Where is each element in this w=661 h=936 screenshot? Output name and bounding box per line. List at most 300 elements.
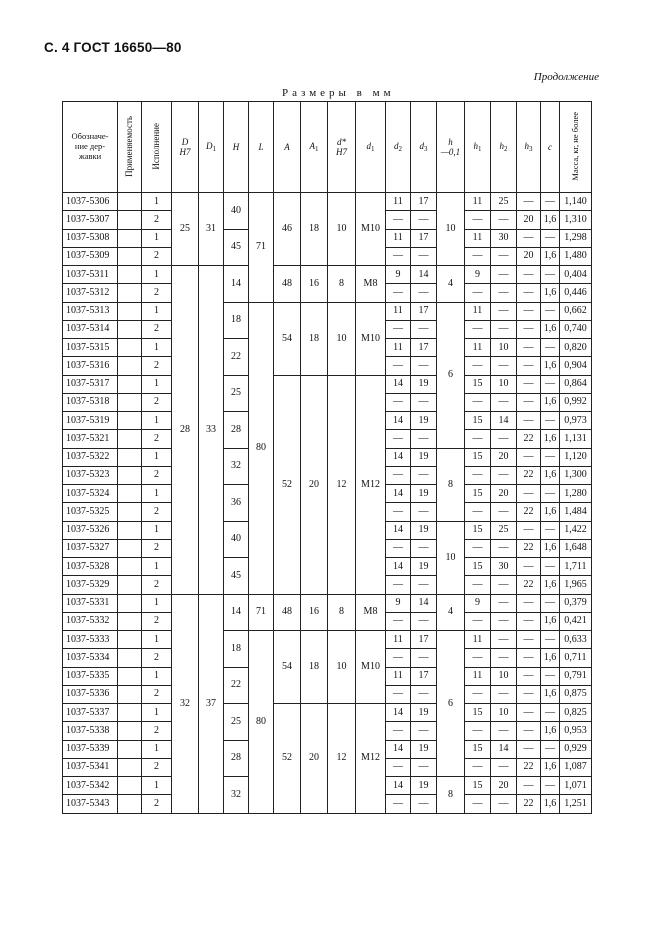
cell-A1: 16 [301,266,328,303]
cell-mass: 0,446 [560,284,592,302]
cell-h3: 22 [517,430,541,448]
cell-mass: 0,421 [560,612,592,630]
cell-h3: — [517,521,541,539]
cell-d3: — [411,539,437,557]
cell-designation: 1037-5336 [63,685,118,703]
cell-h: 8 [437,777,465,814]
cell-version: 1 [142,193,172,211]
col-L: L [249,102,274,193]
cell-c: — [541,339,560,357]
cell-d3: 17 [411,667,437,685]
col-mass: Масса, кг, не более [560,102,592,193]
cell-d3: — [411,466,437,484]
cell-c: 1,6 [541,466,560,484]
cell-version: 1 [142,521,172,539]
cell-H: 22 [224,667,249,704]
cell-h2: — [491,649,517,667]
cell-h: 10 [437,521,465,594]
col-A: A [274,102,301,193]
cell-d2: — [386,503,411,521]
cell-c: — [541,229,560,247]
cell-designation: 1037-5342 [63,777,118,795]
cell-h1: — [465,649,491,667]
cell-L: 80 [249,631,274,814]
cell-applicability [118,558,142,576]
cell-h1: 15 [465,740,491,758]
cell-h3: — [517,704,541,722]
cell-d3: — [411,430,437,448]
cell-A: 54 [274,631,301,704]
cell-designation: 1037-5313 [63,302,118,320]
cell-h3: 22 [517,466,541,484]
table-row [63,704,592,722]
cell-h: 4 [437,266,465,303]
cell-c: 1,6 [541,320,560,338]
cell-H: 25 [224,375,249,412]
cell-D1: 31 [199,193,224,266]
cell-d2: 14 [386,412,411,430]
cell-c: — [541,302,560,320]
cell-d3: — [411,284,437,302]
cell-H: 18 [224,302,249,339]
cell-version: 1 [142,485,172,503]
cell-d1: M10 [356,193,386,266]
cell-h1: 11 [465,339,491,357]
cell-h3: — [517,284,541,302]
cell-h3: — [517,193,541,211]
cell-designation: 1037-5312 [63,284,118,302]
col-h2: $h_2$ [491,102,517,193]
cell-applicability [118,704,142,722]
table-row [63,302,592,320]
cell-designation: 1037-5324 [63,485,118,503]
cell-d2: 14 [386,521,411,539]
cell-h1: — [465,357,491,375]
cell-c: — [541,448,560,466]
cell-mass: 0,929 [560,740,592,758]
cell-version: 2 [142,612,172,630]
cell-d3: 19 [411,412,437,430]
cell-version: 2 [142,795,172,813]
cell-H: 32 [224,448,249,485]
cell-designation: 1037-5306 [63,193,118,211]
cell-mass: 0,740 [560,320,592,338]
cell-d2: 14 [386,704,411,722]
cell-h2: 30 [491,229,517,247]
cell-h: 4 [437,594,465,631]
cell-A: 48 [274,266,301,303]
cell-h2: — [491,302,517,320]
cell-mass: 0,662 [560,302,592,320]
cell-L: 71 [249,193,274,303]
col-d2: $d_2$ [386,102,411,193]
cell-d3: 19 [411,521,437,539]
cell-applicability [118,758,142,776]
cell-c: — [541,631,560,649]
cell-H: 25 [224,704,249,741]
cell-version: 1 [142,558,172,576]
cell-h3: 20 [517,211,541,229]
cell-c: — [541,777,560,795]
table-row [63,375,592,393]
cell-mass: 1,131 [560,430,592,448]
col-D1: $D_1$ [199,102,224,193]
cell-version: 1 [142,777,172,795]
cell-c: 1,6 [541,357,560,375]
cell-applicability [118,685,142,703]
cell-d3: — [411,758,437,776]
cell-d1: M8 [356,266,386,303]
cell-D: 25 [172,193,199,266]
cell-h2: — [491,539,517,557]
cell-d3: — [411,612,437,630]
cell-d1: M12 [356,375,386,594]
cell-c: — [541,375,560,393]
cell-designation: 1037-5319 [63,412,118,430]
table-row [63,266,592,284]
cell-d2: 11 [386,193,411,211]
cell-applicability [118,521,142,539]
cell-c: 1,6 [541,211,560,229]
cell-h1: — [465,503,491,521]
cell-H: 28 [224,740,249,777]
cell-h2: — [491,795,517,813]
cell-version: 2 [142,685,172,703]
cell-h1: — [465,612,491,630]
cell-d: 8 [328,594,356,631]
cell-d2: — [386,466,411,484]
cell-h1: 11 [465,667,491,685]
cell-A1: 16 [301,594,328,631]
cell-version: 2 [142,320,172,338]
cell-designation: 1037-5338 [63,722,118,740]
table-body [63,193,592,814]
cell-mass: 0,791 [560,667,592,685]
cell-h2: — [491,685,517,703]
cell-d3: 19 [411,777,437,795]
cell-D1: 37 [199,594,224,813]
cell-h1: — [465,539,491,557]
cell-designation: 1037-5315 [63,339,118,357]
cell-h3: — [517,229,541,247]
cell-mass: 1,140 [560,193,592,211]
cell-mass: 1,310 [560,211,592,229]
cell-h2: — [491,393,517,411]
cell-h1: 9 [465,594,491,612]
cell-designation: 1037-5317 [63,375,118,393]
cell-h3: — [517,558,541,576]
cell-d2: — [386,247,411,265]
cell-h1: — [465,284,491,302]
cell-d1: M10 [356,302,386,375]
cell-mass: 1,648 [560,539,592,557]
cell-mass: 1,298 [560,229,592,247]
cell-version: 1 [142,302,172,320]
cell-d: 10 [328,193,356,266]
cell-d2: — [386,320,411,338]
cell-L: 80 [249,302,274,594]
cell-d3: 17 [411,302,437,320]
cell-d3: 19 [411,485,437,503]
cell-designation: 1037-5311 [63,266,118,284]
cell-h2: — [491,211,517,229]
cell-h1: 15 [465,485,491,503]
cell-h1: — [465,430,491,448]
cell-c: — [541,667,560,685]
cell-applicability [118,649,142,667]
cell-mass: 0,379 [560,594,592,612]
cell-h3: 20 [517,247,541,265]
cell-d2: — [386,722,411,740]
cell-designation: 1037-5332 [63,612,118,630]
cell-d3: 17 [411,631,437,649]
cell-c: — [541,740,560,758]
cell-applicability [118,193,142,211]
cell-h3: — [517,393,541,411]
cell-d3: — [411,320,437,338]
cell-d2: 14 [386,558,411,576]
cell-d2: 14 [386,448,411,466]
cell-h2: 20 [491,485,517,503]
cell-designation: 1037-5326 [63,521,118,539]
col-d3: $d_3$ [411,102,437,193]
cell-version: 1 [142,448,172,466]
cell-version: 2 [142,284,172,302]
cell-h1: 15 [465,777,491,795]
cell-version: 1 [142,594,172,612]
cell-d2: — [386,649,411,667]
cell-applicability [118,740,142,758]
cell-h3: — [517,631,541,649]
cell-d2: 11 [386,302,411,320]
cell-d3: — [411,247,437,265]
table-row [63,193,592,211]
cell-d2: — [386,430,411,448]
cell-applicability [118,612,142,630]
cell-c: 1,6 [541,284,560,302]
cell-h1: 15 [465,375,491,393]
cell-D: 32 [172,594,199,813]
cell-H: 40 [224,193,249,230]
cell-applicability [118,576,142,594]
cell-d2: — [386,284,411,302]
cell-mass: 1,087 [560,758,592,776]
cell-h3: 22 [517,758,541,776]
cell-d: 10 [328,302,356,375]
cell-h2: 25 [491,193,517,211]
cell-H: 28 [224,412,249,449]
cell-version: 2 [142,576,172,594]
cell-designation: 1037-5339 [63,740,118,758]
cell-h3: 22 [517,795,541,813]
cell-h2: — [491,722,517,740]
cell-h1: — [465,320,491,338]
cell-d2: — [386,357,411,375]
cell-d2: — [386,612,411,630]
cell-applicability [118,412,142,430]
cell-mass: 0,992 [560,393,592,411]
cell-d3: 19 [411,740,437,758]
cell-applicability [118,631,142,649]
cell-d3: — [411,795,437,813]
cell-c: 1,6 [541,539,560,557]
cell-H: 45 [224,558,249,595]
cell-designation: 1037-5321 [63,430,118,448]
cell-A1: 18 [301,302,328,375]
cell-d2: — [386,576,411,594]
cell-D1: 33 [199,266,224,595]
table-row [63,594,592,612]
dimensions-caption: Размеры в мм [282,87,395,99]
cell-designation: 1037-5307 [63,211,118,229]
col-h: h —0,1 [437,102,465,193]
cell-A1: 18 [301,193,328,266]
cell-mass: 1,120 [560,448,592,466]
cell-h1: 9 [465,266,491,284]
col-A1: $A_1$ [301,102,328,193]
cell-version: 1 [142,339,172,357]
cell-mass: 0,875 [560,685,592,703]
cell-h3: — [517,412,541,430]
cell-d3: 14 [411,266,437,284]
cell-designation: 1037-5318 [63,393,118,411]
cell-applicability [118,795,142,813]
cell-version: 2 [142,357,172,375]
cell-d3: — [411,503,437,521]
col-c: c [541,102,560,193]
cell-applicability [118,777,142,795]
cell-H: 32 [224,777,249,814]
cell-h3: — [517,302,541,320]
continuation-label: Продолжение [533,71,599,83]
cell-designation: 1037-5333 [63,631,118,649]
cell-h3: — [517,485,541,503]
cell-d2: — [386,685,411,703]
cell-mass: 0,404 [560,266,592,284]
cell-d3: 14 [411,594,437,612]
cell-h3: — [517,375,541,393]
page-header: С. 4 ГОСТ 16650—80 [44,40,182,55]
cell-h3: — [517,448,541,466]
cell-d2: 11 [386,631,411,649]
cell-h2: — [491,503,517,521]
cell-h3: — [517,685,541,703]
cell-h1: 15 [465,412,491,430]
cell-d: 8 [328,266,356,303]
cell-H: 36 [224,485,249,522]
cell-c: — [541,485,560,503]
cell-version: 2 [142,211,172,229]
col-H: H [224,102,249,193]
cell-version: 2 [142,393,172,411]
cell-d2: — [386,393,411,411]
cell-designation: 1037-5308 [63,229,118,247]
cell-d3: — [411,649,437,667]
cell-designation: 1037-5329 [63,576,118,594]
cell-h2: — [491,247,517,265]
cell-A: 52 [274,375,301,594]
cell-c: 1,6 [541,649,560,667]
cell-A1: 20 [301,375,328,594]
cell-A: 46 [274,193,301,266]
cell-h2: 10 [491,375,517,393]
cell-mass: 0,953 [560,722,592,740]
cell-version: 2 [142,466,172,484]
cell-h3: 22 [517,539,541,557]
cell-applicability [118,539,142,557]
cell-h1: — [465,576,491,594]
cell-applicability [118,667,142,685]
cell-c: 1,6 [541,430,560,448]
col-designation: Обозначе- ние дер- жавки [63,102,118,193]
cell-version: 2 [142,503,172,521]
cell-h1: — [465,247,491,265]
cell-d3: — [411,685,437,703]
cell-version: 1 [142,631,172,649]
cell-d2: 14 [386,740,411,758]
cell-c: 1,6 [541,503,560,521]
cell-A1: 20 [301,704,328,814]
cell-h2: — [491,320,517,338]
cell-designation: 1037-5341 [63,758,118,776]
cell-applicability [118,266,142,284]
cell-d2: 11 [386,229,411,247]
cell-d3: 17 [411,339,437,357]
cell-applicability [118,211,142,229]
cell-d2: 11 [386,667,411,685]
cell-h1: — [465,795,491,813]
dimensions-table [62,101,592,814]
cell-H: 14 [224,594,249,631]
cell-h3: — [517,722,541,740]
cell-h2: — [491,612,517,630]
cell-designation: 1037-5314 [63,320,118,338]
cell-d2: 11 [386,339,411,357]
cell-d3: 17 [411,229,437,247]
cell-mass: 0,904 [560,357,592,375]
cell-h1: 15 [465,521,491,539]
cell-version: 1 [142,375,172,393]
cell-h: 10 [437,193,465,266]
cell-H: 40 [224,521,249,558]
cell-d2: 14 [386,375,411,393]
cell-d: 12 [328,704,356,814]
table-row [63,631,592,649]
cell-H: 18 [224,631,249,668]
cell-mass: 1,480 [560,247,592,265]
cell-version: 2 [142,539,172,557]
cell-h2: — [491,758,517,776]
cell-h: 6 [437,302,465,448]
cell-designation: 1037-5316 [63,357,118,375]
cell-h3: — [517,339,541,357]
cell-applicability [118,485,142,503]
cell-h1: 15 [465,448,491,466]
cell-c: — [541,266,560,284]
cell-mass: 0,864 [560,375,592,393]
cell-h1: 11 [465,302,491,320]
cell-c: 1,6 [541,795,560,813]
cell-c: 1,6 [541,393,560,411]
cell-h2: 20 [491,777,517,795]
cell-h2: — [491,284,517,302]
cell-H: 45 [224,229,249,266]
cell-h1: 11 [465,631,491,649]
cell-mass: 1,280 [560,485,592,503]
cell-d2: 9 [386,594,411,612]
col-d: d* H7 [328,102,356,193]
cell-version: 1 [142,740,172,758]
